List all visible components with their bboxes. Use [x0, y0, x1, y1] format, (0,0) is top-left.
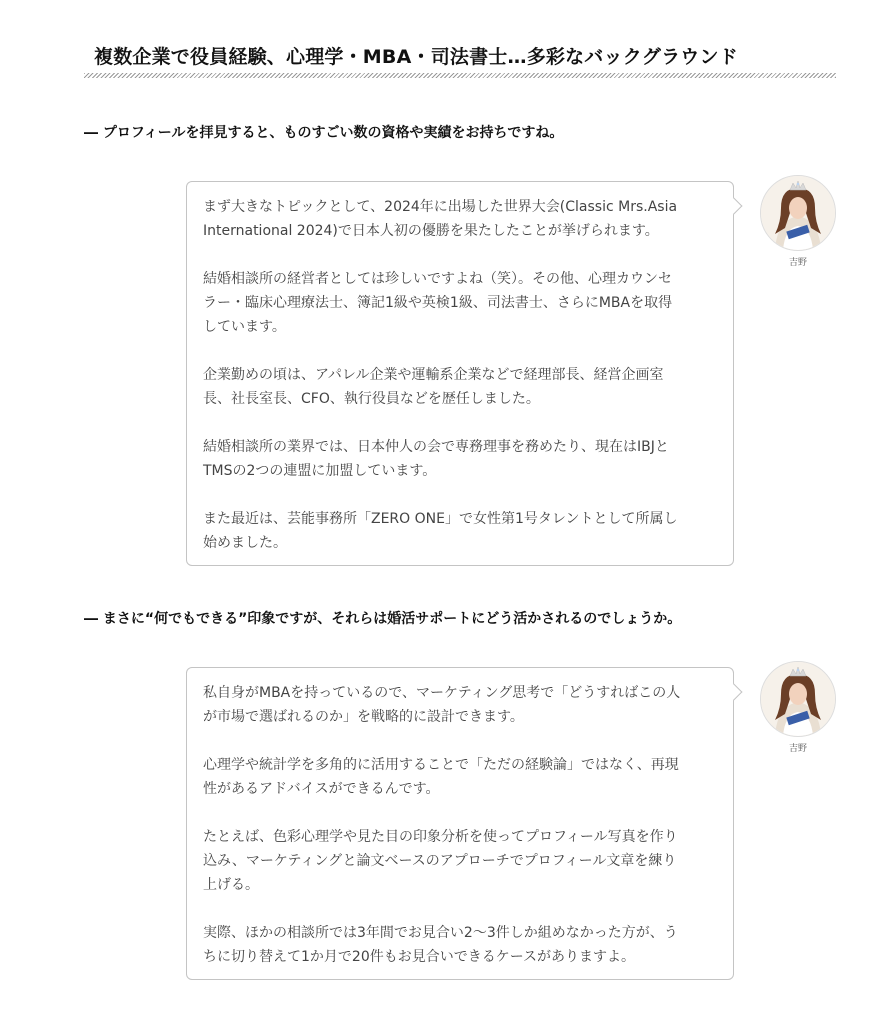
answer-paragraph	[203, 507, 733, 555]
answer-paragraph	[203, 195, 733, 243]
answer-line: 心理学や統計学を多角的に活用することで「ただの経験論」ではなく、再現	[203, 757, 679, 773]
answer-line: 上げる。	[203, 877, 259, 893]
answer-paragraph	[203, 825, 733, 897]
avatar	[760, 661, 836, 737]
answer-line: 結婚相談所の経営者としては珍しいですよね（笑）。その他、心理カウンセ	[203, 271, 672, 287]
avatar-portrait	[761, 662, 835, 736]
answer-line: 実際、ほかの相談所では3年間でお見合い2～3件しか組めなかった方が、う	[203, 925, 678, 941]
interview-question-1: ― プロフィールを拝見すると、ものすごい数の資格や実績をお持ちですね。	[84, 125, 564, 141]
answer-bubble-1	[186, 181, 734, 566]
answer-line: しています。	[203, 319, 286, 335]
speaker-2	[760, 661, 836, 754]
answer-line: たとえば、色彩心理学や見た目の印象分析を使ってプロフィール写真を作り	[203, 829, 678, 845]
answer-paragraph	[203, 921, 733, 969]
answer-paragraph	[203, 753, 733, 801]
answer-line: 始めました。	[203, 535, 287, 551]
interview-question-2: ― まさに“何でもできる”印象ですが、それらは婚活サポートにどう活かされるのでしょうか。	[84, 611, 682, 627]
answer-line: International 2024)で日本人初の優勝を果たしたことが挙げられます。	[203, 223, 659, 239]
avatar-portrait	[761, 176, 835, 250]
answer-line: 私自身がMBAを持っているので、マーケティング思考で「どうすればこの人	[203, 685, 681, 701]
answer-paragraph	[203, 267, 733, 339]
answer-paragraph	[203, 363, 733, 411]
answer-line: 長、社長室長、CFO、執行役員などを歴任しました。	[203, 391, 540, 407]
answer-line: TMSの2つの連盟に加盟しています。	[203, 463, 437, 479]
answer-line: また最近は、芸能事務所「ZERO ONE」で女性第1号タレントとして所属し	[203, 511, 678, 527]
section-heading-text: 複数企業で役員経験、心理学・MBA・司法書士…多彩なバックグラウンド	[94, 46, 738, 68]
speaker-name: 吉野	[788, 258, 807, 268]
speaker-name: 吉野	[788, 744, 807, 754]
answer-paragraph	[203, 435, 733, 483]
speaker-1	[760, 175, 836, 268]
answer-line: まず大きなトピックとして、2024年に出場した世界大会(Classic Mrs.Asia	[203, 199, 678, 215]
answer-paragraph	[203, 681, 733, 729]
answer-line: ちに切り替えて1か月で20件もお見合いできるケースがありますよ。	[203, 949, 636, 965]
answer-bubble-2	[186, 667, 734, 980]
avatar	[760, 175, 836, 251]
answer-line: 性があるアドバイスができるんです。	[203, 781, 440, 797]
answer-line: が市場で選ばれるのか」を戦略的に設計できます。	[203, 709, 524, 725]
answer-line: ラー・臨床心理療法士、簿記1級や英検1級、司法書士、さらにMBAを取得	[203, 295, 673, 311]
answer-line: 企業勤めの頃は、アパレル企業や運輸系企業などで経理部長、経営企画室	[203, 367, 664, 383]
heading-divider	[84, 73, 836, 78]
answer-line: 込み、マーケティングと論文ベースのアプローチでプロフィール文章を練り	[203, 853, 677, 869]
answer-line: 結婚相談所の業界では、日本仲人の会で専務理事を務めたり、現在はIBJと	[203, 439, 669, 455]
section-heading	[84, 40, 836, 80]
